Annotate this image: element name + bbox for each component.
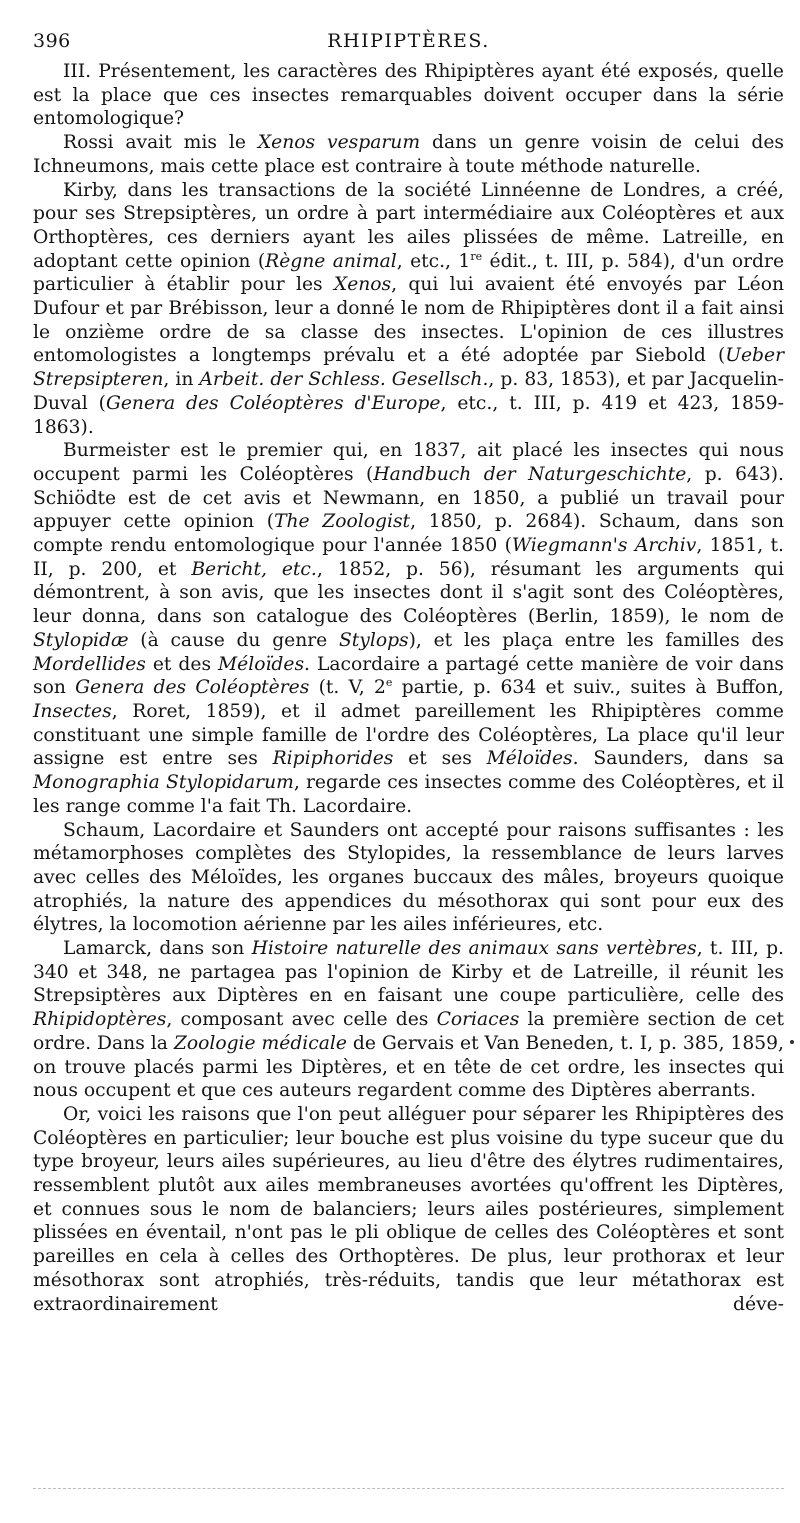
- italic-text: Histoire naturelle des animaux sans vertèbres: [251, 938, 697, 960]
- paragraph: [33, 131, 784, 178]
- text-run: , 1852, p. 56), résumant les arguments qui démontrent, à son avis, que les insectes dont il s'agit sont des Coléoptères, leur donna, dans son catalogue des Coléoptères (Berlin, 1859), le nom de: [33, 558, 784, 628]
- italic-text: Coriaces: [436, 1009, 520, 1031]
- italic-text: Arbeit. der Schless. Gesellsch.: [199, 369, 489, 391]
- text-run: , Roret, 1859), et il admet pareillement les Rhipiptères comme constituant une simple famille de l'ordre des Coléoptères, La place qu'il leur assigne est entre ses: [33, 700, 784, 770]
- text-run: Rossi avait mis le: [63, 132, 258, 154]
- italic-text: Handbuch der Naturgeschichte: [373, 463, 687, 485]
- text-run: partie, p. 634 et suiv., suites à Buffon,: [392, 677, 784, 699]
- italic-text: Wiegmann's Archiv: [511, 535, 697, 557]
- text-run: III. Présentement, les caractères des Rhipiptères ayant été exposés, quelle est la place que ces insectes remarquables doivent occuper dans la série entomologique?: [33, 61, 784, 130]
- superscript: e: [385, 676, 393, 690]
- italic-text: Mordellides: [33, 653, 146, 675]
- paragraph: [33, 179, 784, 440]
- text-run: , 1850, p. 2684). Schaum, dans son compte rendu entomologique pour l'année 1850 (: [33, 511, 784, 557]
- paragraph: [33, 439, 784, 818]
- text-run: Burmeister est le premier qui, en 1837, ait placé les insectes qui nous occupent parmi les Coléoptères (: [33, 440, 784, 485]
- paragraph: [33, 819, 784, 938]
- italic-text: Ueber Strepsipteren: [33, 345, 784, 391]
- text-run: , in: [163, 369, 200, 391]
- text-run: et ses: [393, 748, 487, 770]
- text-run: (à cause du genre: [128, 629, 339, 651]
- text-run: , composant avec celle des: [166, 1009, 437, 1031]
- italic-text: Genera des Coléoptères: [75, 677, 310, 699]
- text-run: Kirby, dans les transactions de la société Linnéenne de Londres, a créé, pour ses Strepsiptères, un ordre à part intermédiaire aux Coléoptères et aux Orthoptères, ces derniers ayant les ailes plissées de même. Latreille, en adoptant cette opinion (: [33, 179, 784, 272]
- margin-mark: [790, 1040, 794, 1044]
- text-run: , 1851, t. II, p. 200, et: [33, 535, 784, 580]
- italic-text: Monographia Stylopidarum: [33, 772, 294, 794]
- text-run: ), et les plaça entre les familles des: [408, 629, 784, 651]
- text-run: , p. 643). Schiödte est de cet avis et Newmann, en 1850, a publié un travail pour appuyer cette opinion (: [33, 463, 784, 533]
- text-run: , etc., t. III, p. 419 et 423, 1859-1863).: [33, 392, 784, 438]
- text-run: Or, voici les raisons que l'on peut alléguer pour séparer les Rhipiptères des Coléoptères en particulier; leur bouche est plus voisine du type suceur que du type broyeur, leurs ailes supérieures, au lieu d'être des élytres rudimentaires, ressemblent plutôt aux ailes membraneuses avortées qu'offrent les Diptères, et connues sous le nom de balanciers; leurs ailes postérieures, simplement plissées en éventail, n'ont pas le pli oblique de celles des Coléoptères et sont pareilles en cela à celles des Orthoptères. De plus, leur prothorax et leur mésothorax sont atrophiés, très-réduits, tandis que leur métathorax est extraordinairement déve-: [33, 1103, 784, 1315]
- italic-text: Rhipidoptères: [33, 1009, 167, 1031]
- italic-text: Bericht, etc.: [191, 558, 317, 580]
- paragraph: [33, 1103, 784, 1316]
- text-run: édit., t. III, p. 584), d'un ordre particulier à établir pour les: [33, 250, 785, 296]
- body-text: [33, 60, 784, 1316]
- text-run: (t. V, 2: [309, 677, 386, 699]
- superscript: re: [470, 249, 483, 263]
- footer-rule: [33, 1488, 784, 1489]
- italic-text: Genera des Coléoptères d'Europe: [105, 392, 441, 414]
- running-head: RHIPIPTÈRES.: [327, 30, 490, 52]
- text-run: , p. 83, 1853), et par Jacquelin-Duval (: [33, 369, 784, 414]
- text-run: dans un genre voisin de celui des Ichneumons, mais cette place est contraire à toute méthode naturelle.: [33, 132, 785, 177]
- text-run: , qui lui avaient été envoyés par Léon Dufour et par Brébisson, leur a donné le nom de Rhipiptères dont il a fait ainsi le onzième ordre de sa classe des insectes. L'opinion de ces illustres entomologistes a longtemps prévalu et a été adoptée par Siebold (: [33, 274, 784, 367]
- italic-text: Ripiphorides: [272, 748, 394, 770]
- text-run: . Lacordaire a partagé cette manière de voir dans son: [33, 653, 784, 699]
- text-run: , regarde ces insectes comme des Coléoptères, et il les range comme l'a fait Th. Lacordaire.: [33, 772, 784, 817]
- text-run: . Saunders, dans sa: [572, 748, 784, 770]
- text-run: Schaum, Lacordaire et Saunders ont accepté pour raisons suffisantes : les métamorphoses complètes des Stylopides, la ressemblance de leurs larves avec celles des Méloïdes, les organes buccaux des mâles, broyeurs quoique atrophiés, la nature des appendices du mésothorax qui sont pour eux des élytres, la locomotion aérienne par les ailes inférieures, etc.: [33, 819, 784, 936]
- italic-text: Stylops: [338, 629, 409, 651]
- italic-text: Stylopidæ: [33, 629, 129, 651]
- paragraph: [33, 937, 784, 1103]
- text-run: , t. III, p. 340 et 348, ne partagea pas l'opinion de Kirby et de Latreille, il réunit les Strepsiptères aux Diptères en en faisant une coupe particulière, celle des: [33, 938, 784, 1007]
- italic-text: Xenos vesparum: [257, 132, 421, 154]
- italic-text: Règne animal: [265, 250, 397, 272]
- italic-text: The Zoologist: [274, 511, 411, 533]
- italic-text: Xenos: [333, 274, 392, 296]
- text-run: et des: [145, 653, 219, 675]
- page-header: [33, 30, 784, 60]
- text-run: Lamarck, dans son: [63, 938, 252, 960]
- italic-text: Insectes: [33, 700, 112, 722]
- italic-text: Méloïdes: [218, 653, 305, 675]
- page-number: 396: [33, 30, 71, 52]
- text-run: la première section de cet ordre. Dans la: [33, 1009, 784, 1054]
- italic-text: Méloïdes: [486, 748, 573, 770]
- italic-text: Zoologie médicale: [173, 1032, 347, 1054]
- paragraph: [33, 60, 784, 131]
- text-run: de Gervais et Van Beneden, t. I, p. 385, 1859, on trouve placés parmi les Diptères, et en tête de cet ordre, les insectes qui nous occupent et que ces auteurs regardent comme des Diptères aberrants.: [33, 1032, 784, 1102]
- text-run: , etc., 1: [396, 250, 471, 272]
